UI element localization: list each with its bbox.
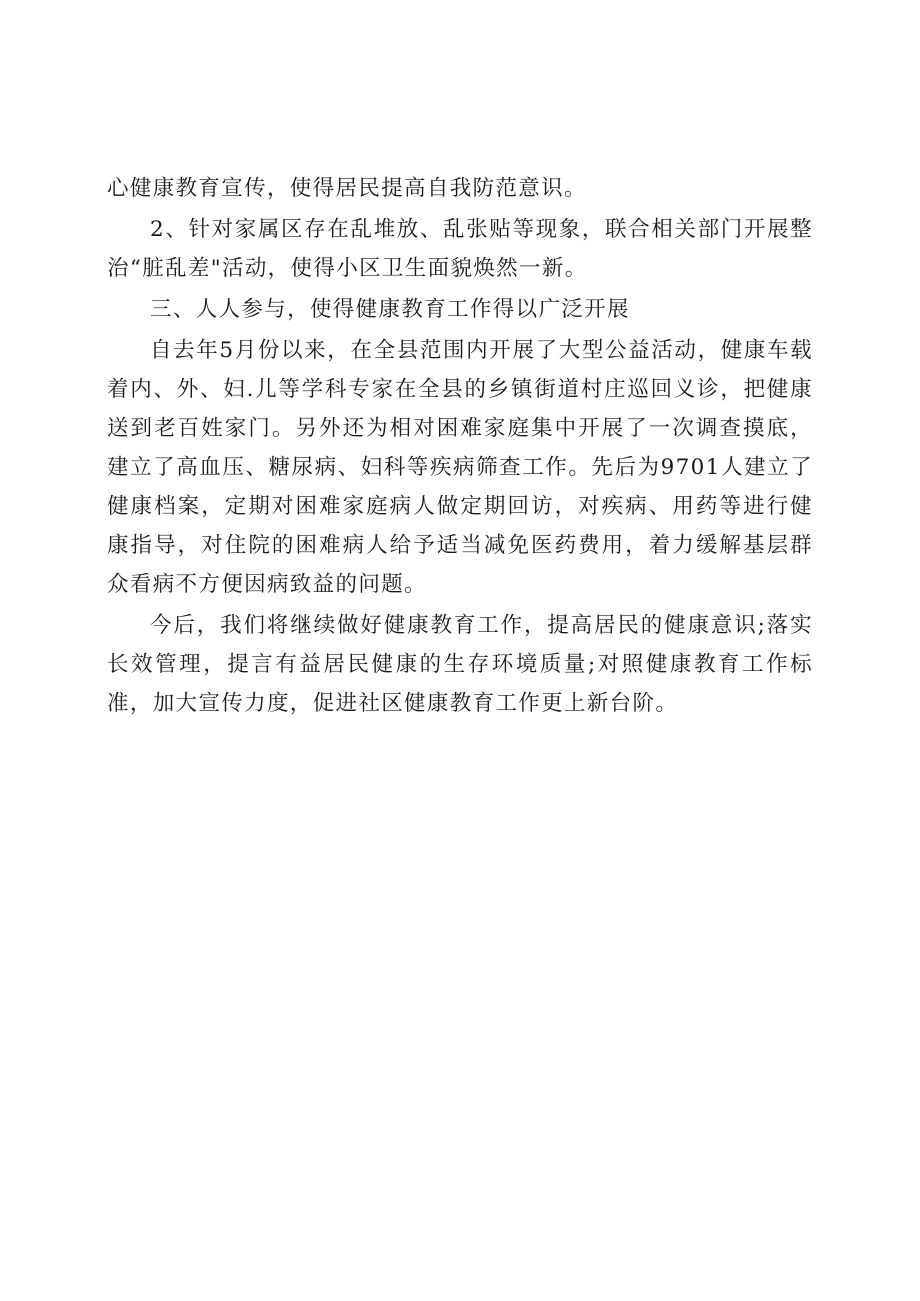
paragraph-continuation: 心健康教育宣传，使得居民提高自我防范意识。 (107, 176, 587, 201)
document-body (107, 169, 813, 725)
paragraph-conclusion: 今后，我们将继续做好健康教育工作，提高居民的健康意识;落实长效管理，提言有益居民健康的生存环境质量;对照健康教育工作标准，加大宣传力度，促进社区健康教育工作更上新台阶。 (107, 613, 813, 716)
paragraph-item-2: 2、针对家属区存在乱堆放、乱张贴等现象，联合相关部门开展整治“脏乱差"活动，使得小区卫生面貌焕然一新。 (107, 217, 813, 281)
section-heading-3: 三、人人参与，使得健康教育工作得以广泛开展 (150, 297, 630, 322)
paragraph-public-welfare: 自去年5月份以来，在全县范围内开展了大型公益活动，健康车载着内、外、妇.儿等学科专家在全县的乡镇街道村庄巡回义诊，把健康送到老百姓家门。另外还为相对困难家庭集中开展了一次调查摸底，建立了高血压、糖尿病、妇科等疾病筛查工作。先后为9701人建立了健康档案，定期对困难家庭病人做定期回访，对疾病、用药等进行健康指导，对住院的困难病人给予适当减免医药费用，着力缓解基层群众看病不方便因病致益的问题。 (107, 338, 813, 597)
